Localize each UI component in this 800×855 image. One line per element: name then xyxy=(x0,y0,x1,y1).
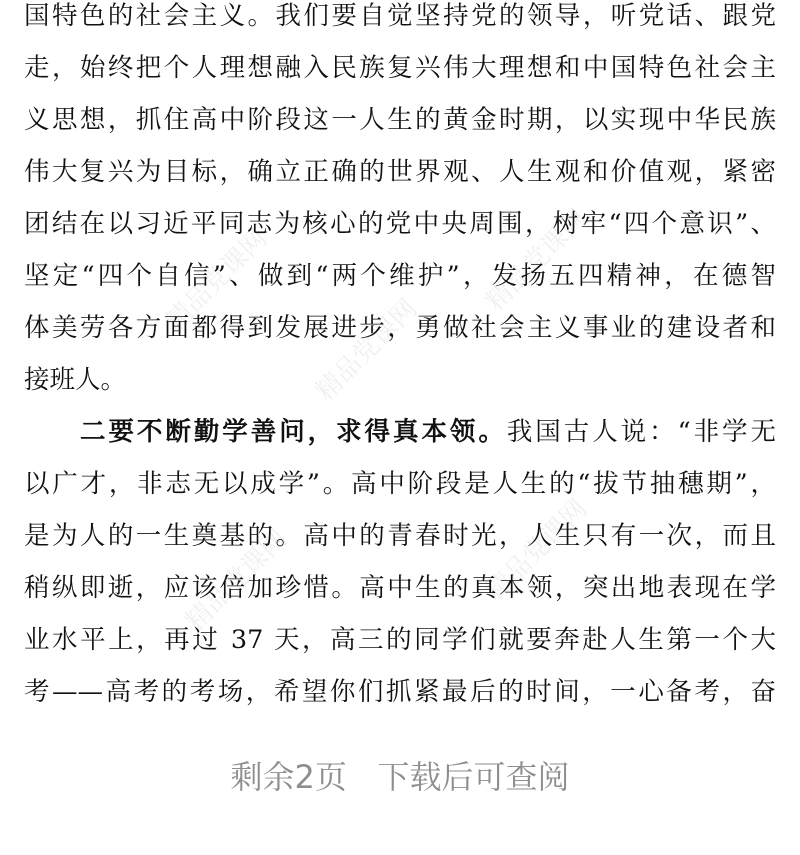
watermark-text: 精品党课网 xyxy=(180,523,294,637)
text-line: 义思想，抓住高中阶段这一人生的黄金时期，以实现中华民族 xyxy=(24,105,776,135)
text-line: 业水平上，再过 37 天，高三的同学们就要奔赴人生第一个大 xyxy=(24,625,776,655)
text-line: 团结在以习近平同志为核心的党中央周围，树牢“四个意识”、 xyxy=(24,209,776,239)
paragraph-heading: 二要不断勤学善问，求得真本领。 xyxy=(80,417,507,447)
text-line: 走，始终把个人理想融入民族复兴伟大理想和中国特色社会主 xyxy=(24,53,776,83)
text-line: 体美劳各方面都得到发展进步，勇做社会主义事业的建设者和 xyxy=(24,313,776,343)
text-line: 接班人。 xyxy=(24,365,127,395)
watermark-text: 精品党课网 xyxy=(160,223,274,337)
text-line: 伟大复兴为目标，确立正确的世界观、人生观和价值观，紧密 xyxy=(24,157,776,187)
text-line: 稍纵即逝，应该倍加珍惜。高中生的真本领，突出地表现在学 xyxy=(24,573,776,603)
watermark-text: 精品党课网 xyxy=(480,203,594,317)
paragraph-2 xyxy=(24,406,776,718)
text-line: 是为人的一生奠基的。高中的青春时光，人生只有一次，而且 xyxy=(24,521,776,551)
download-prompt[interactable] xyxy=(0,752,800,798)
watermark-text: 精品党课网 xyxy=(310,293,424,407)
paragraph-first-line xyxy=(24,406,776,458)
text-line: 坚定“四个自信”、做到“两个维护”，发扬五四精神，在德智 xyxy=(24,261,776,291)
text-line-rest: 我国古人说：“非学无 xyxy=(506,417,776,447)
remaining-pages-text: 剩余2页 xyxy=(230,758,347,796)
paragraph-1 xyxy=(24,0,776,406)
watermark-text: 精品党课网 xyxy=(480,493,594,607)
text-line: 考——高考的考场，希望你们抓紧最后的时间，一心备考，奋 xyxy=(24,677,776,707)
text-line: 国特色的社会主义。我们要自觉坚持党的领导，听党话、跟党 xyxy=(24,1,776,31)
text-line: 以广才，非志无以成学”。高中阶段是人生的“拔节抽穗期”， xyxy=(24,469,776,499)
download-to-view-text[interactable]: 下载后可查阅 xyxy=(377,758,570,796)
